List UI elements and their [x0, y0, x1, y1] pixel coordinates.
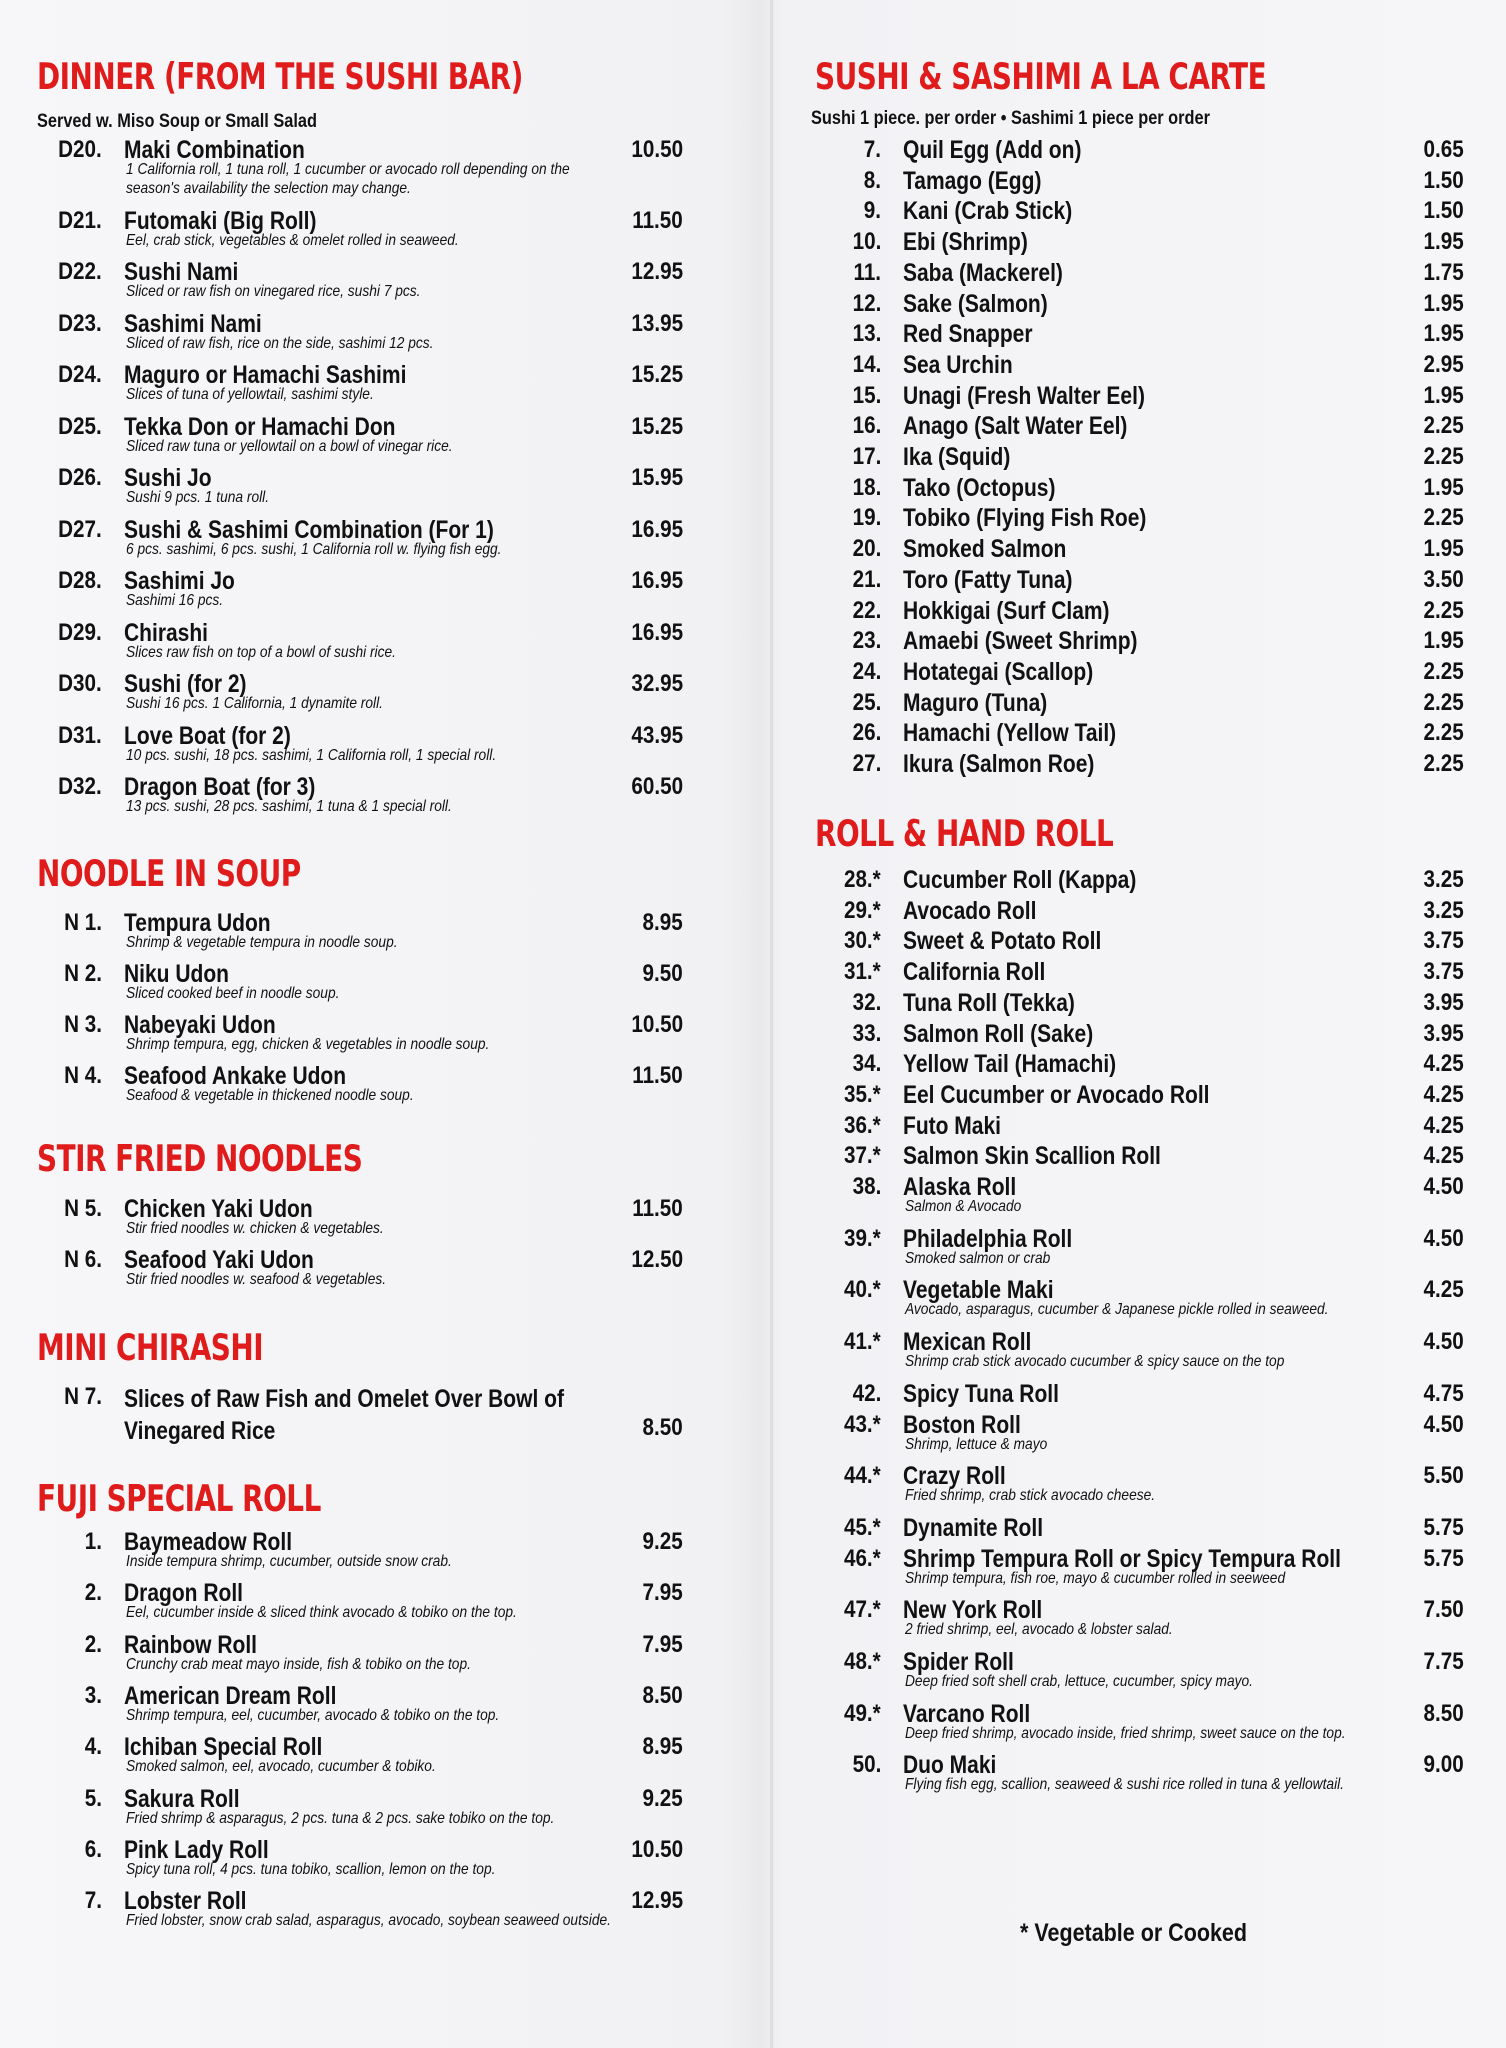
item-number: 24. — [852, 657, 881, 685]
item-description: Avocado, asparagus, cucumber & Japanese pickle rolled in seaweed. — [905, 1301, 1329, 1319]
item-name: Tekka Don or Hamachi Don — [124, 412, 396, 441]
item-number: 8. — [863, 166, 881, 194]
item-price: 7.50 — [1423, 1596, 1464, 1624]
item-number: 28.* — [844, 866, 881, 893]
item-price: 3.75 — [1423, 958, 1464, 986]
item-number: 49.* — [844, 1699, 881, 1727]
item-description: Fried shrimp & asparagus, 2 pcs. tuna & 2 pcs. sake tobiko on the top. — [126, 1809, 555, 1827]
item-number: D24. — [58, 361, 102, 388]
item-description: Shrimp & vegetable tempura in noodle soup. — [126, 934, 398, 951]
item-price: 4.25 — [1423, 1080, 1464, 1108]
item-name: Hamachi (Yellow Tail) — [903, 719, 1117, 748]
item-name: Duo Maki — [903, 1751, 997, 1780]
item-description: Deep fried shrimp, avocado inside, fried shrimp, sweet sauce on the top. — [905, 1724, 1346, 1742]
item-price: 11.50 — [632, 1195, 683, 1222]
item-name: Tobiko (Flying Fish Roe) — [903, 504, 1147, 533]
item-name: California Roll — [903, 958, 1046, 987]
item-number: 36.* — [844, 1111, 881, 1139]
item-name: Sashimi Jo — [124, 567, 235, 595]
item-number: 13. — [852, 320, 881, 348]
item-name: Shrimp Tempura Roll or Spicy Tempura Roll — [903, 1544, 1341, 1573]
item-number: 19. — [852, 504, 881, 532]
item-name: Sakura Roll — [124, 1784, 240, 1813]
item-name: Love Boat (for 2) — [124, 721, 291, 750]
item-price: 3.25 — [1423, 896, 1464, 924]
item-name: Sashimi Nami — [124, 309, 262, 338]
item-number: 5. — [84, 1784, 102, 1812]
item-price: 4.25 — [1423, 1276, 1464, 1304]
item-name: Maguro or Hamachi Sashimi — [124, 361, 407, 389]
item-number: 29.* — [844, 896, 881, 924]
item-description: Stir fried noodles w. chicken & vegetables. — [126, 1220, 384, 1237]
item-price: 7.95 — [642, 1579, 683, 1607]
item-name: American Dream Roll — [124, 1681, 337, 1710]
item-description: Shrimp tempura, fish roe, mayo & cucumber rolled in seeweed — [905, 1569, 1286, 1587]
item-description: Stir fried noodles w. seafood & vegetables. — [126, 1271, 387, 1288]
item-number: 34. — [852, 1050, 881, 1078]
sushi-sashimi-note: Sushi 1 piece. per order • Sashimi 1 piece per order — [811, 108, 1210, 129]
item-description: Salmon & Avocado — [905, 1198, 1022, 1215]
item-name: Kani (Crab Stick) — [903, 197, 1073, 226]
item-name: Nabeyaki Udon — [124, 1011, 276, 1039]
item-number: 18. — [852, 473, 881, 501]
item-number: 41.* — [844, 1328, 881, 1356]
item-name: Spider Roll — [903, 1648, 1014, 1676]
item-number: 33. — [852, 1019, 881, 1047]
item-number: D28. — [58, 567, 102, 594]
item-price: 8.95 — [642, 1733, 683, 1761]
item-description: Sliced raw tuna or yellowtail on a bowl of vinegar rice. — [126, 437, 453, 455]
item-name: Pink Lady Roll — [124, 1835, 269, 1864]
item-number: 27. — [852, 750, 881, 777]
item-price: 11.50 — [632, 206, 683, 234]
footnote: * Vegetable or Cooked — [1020, 1919, 1248, 1947]
item-number: D27. — [58, 515, 102, 543]
item-name: Sushi (for 2) — [124, 670, 247, 698]
item-number: 32. — [852, 988, 881, 1016]
item-number: 16. — [852, 412, 881, 440]
item-description: Smoked salmon or crab — [905, 1249, 1051, 1267]
item-number: 35.* — [844, 1080, 881, 1108]
item-price: 3.50 — [1423, 565, 1464, 593]
item-price: 43.95 — [631, 721, 683, 749]
item-description: Smoked salmon, eel, avocado, cucumber & tobiko. — [126, 1758, 436, 1776]
item-price: 11.50 — [632, 1062, 683, 1089]
item-name: New York Roll — [903, 1596, 1043, 1625]
item-name: Tako (Octopus) — [903, 473, 1056, 502]
item-number: N 3. — [64, 1011, 102, 1038]
item-price: 7.75 — [1423, 1648, 1464, 1675]
item-name: Crazy Roll — [903, 1462, 1006, 1491]
page-fold — [770, 0, 773, 2048]
item-name: Chirashi — [124, 618, 209, 647]
item-number: 30.* — [844, 927, 881, 955]
item-name: Sea Urchin — [903, 350, 1013, 379]
item-number: D22. — [58, 258, 102, 285]
item-name: Sushi & Sashimi Combination (For 1) — [124, 515, 494, 544]
item-name: Quil Egg (Add on) — [903, 136, 1082, 164]
item-name: Mexican Roll — [903, 1328, 1032, 1357]
item-price: 8.95 — [642, 909, 683, 936]
item-price: 1.50 — [1423, 166, 1464, 194]
item-price: 4.50 — [1423, 1173, 1464, 1200]
item-name: Salmon Skin Scallion Roll — [903, 1142, 1161, 1171]
item-price: 2.25 — [1423, 412, 1464, 440]
item-number: 39.* — [844, 1224, 881, 1252]
item-name: Dragon Boat (for 3) — [124, 773, 316, 801]
item-name: Seafood Yaki Udon — [124, 1246, 314, 1274]
item-description: Shrimp tempura, eel, cucumber, avocado & tobiko on the top. — [126, 1706, 500, 1724]
item-number: 4. — [84, 1733, 102, 1761]
item-price: 1.95 — [1423, 627, 1464, 655]
item-number: 7. — [84, 1887, 102, 1915]
section-title-mini-chirashi: MINI CHIRASHI — [37, 1327, 264, 1370]
item-price: 3.95 — [1423, 988, 1464, 1016]
item-price: 4.50 — [1423, 1328, 1464, 1356]
item-price: 2.25 — [1423, 750, 1464, 777]
item-description: Slices raw fish on top of a bowl of sushi rice. — [126, 643, 396, 661]
item-number: N 2. — [64, 960, 102, 987]
section-title-noodle-soup: NOODLE IN SOUP — [37, 853, 301, 896]
item-name: Sake (Salmon) — [903, 289, 1048, 318]
item-name: Tamago (Egg) — [903, 166, 1042, 195]
item-price: 10.50 — [631, 1011, 683, 1038]
item-price: 32.95 — [631, 670, 683, 697]
item-description: Deep fried soft shell crab, lettuce, cucumber, spicy mayo. — [905, 1673, 1253, 1690]
item-price: 1.95 — [1423, 381, 1464, 409]
item-number: 42. — [852, 1379, 881, 1407]
item-number: 44.* — [844, 1462, 881, 1490]
section-title-sushi-sashimi: SUSHI & SASHIMI A LA CARTE — [815, 56, 1267, 99]
item-description: Shrimp tempura, egg, chicken & vegetables in noodle soup. — [126, 1036, 490, 1053]
item-number: 20. — [852, 535, 881, 563]
item-number: N 7. — [64, 1383, 102, 1410]
item-price: 2.25 — [1423, 596, 1464, 624]
item-price: 2.25 — [1423, 719, 1464, 747]
item-price: 15.25 — [631, 412, 683, 440]
item-number: D29. — [58, 618, 102, 646]
item-price: 7.95 — [642, 1630, 683, 1658]
item-name: Maguro (Tuna) — [903, 688, 1048, 717]
item-name: Red Snapper — [903, 320, 1033, 349]
item-name: Baymeadow Roll — [124, 1528, 293, 1556]
item-name: Hokkigai (Surf Clam) — [903, 596, 1110, 625]
item-name: Eel Cucumber or Avocado Roll — [903, 1080, 1210, 1109]
item-price: 16.95 — [631, 567, 683, 594]
item-number: 38. — [852, 1173, 881, 1200]
item-number: D26. — [58, 464, 102, 491]
item-name: Chicken Yaki Udon — [124, 1195, 313, 1223]
item-name: Ebi (Shrimp) — [903, 228, 1028, 257]
item-price: 9.50 — [642, 960, 683, 987]
item-name: Futomaki (Big Roll) — [124, 206, 317, 235]
item-name: Salmon Roll (Sake) — [903, 1019, 1094, 1048]
item-name: Cucumber Roll (Kappa) — [903, 866, 1137, 894]
item-price: 15.25 — [631, 361, 683, 388]
item-number: 12. — [852, 289, 881, 317]
item-name: Yellow Tail (Hamachi) — [903, 1050, 1117, 1079]
item-price: 3.95 — [1423, 1019, 1464, 1047]
item-price: 16.95 — [631, 515, 683, 543]
item-name: Smoked Salmon — [903, 535, 1067, 564]
item-number: N 6. — [64, 1246, 102, 1273]
item-price: 1.95 — [1423, 228, 1464, 256]
item-number: 37.* — [844, 1142, 881, 1170]
item-price: 2.25 — [1423, 657, 1464, 685]
item-number: 46.* — [844, 1544, 881, 1572]
item-price: 1.75 — [1423, 258, 1464, 286]
item-description: Shrimp, lettuce & mayo — [905, 1435, 1048, 1453]
item-price: 2.25 — [1423, 443, 1464, 470]
item-number: D21. — [58, 206, 102, 234]
item-price: 2.25 — [1423, 688, 1464, 716]
item-description: Seafood & vegetable in thickened noodle soup. — [126, 1087, 414, 1104]
item-number: N 5. — [64, 1195, 102, 1222]
item-description: Flying fish egg, scallion, seaweed & sushi rice rolled in tuna & yellowtail. — [905, 1776, 1345, 1794]
item-number: 2. — [84, 1630, 102, 1658]
item-number: 10. — [852, 228, 881, 256]
item-description: Eel, cucumber inside & sliced think avocado & tobiko on the top. — [126, 1604, 517, 1622]
item-number: 31.* — [844, 958, 881, 986]
item-description: Inside tempura shrimp, cucumber, outside snow crab. — [126, 1553, 452, 1570]
item-price: 2.95 — [1423, 350, 1464, 378]
section-title-fuji-special: FUJI SPECIAL ROLL — [37, 1478, 321, 1521]
item-price: 1.50 — [1423, 197, 1464, 225]
item-price: 13.95 — [631, 309, 683, 337]
item-number: 23. — [852, 627, 881, 655]
item-price: 5.50 — [1423, 1462, 1464, 1490]
item-name: Tempura Udon — [124, 909, 271, 937]
item-description: Sushi 9 pcs. 1 tuna roll. — [126, 489, 270, 506]
item-price: 1.95 — [1423, 289, 1464, 317]
item-name: Philadelphia Roll — [903, 1224, 1073, 1253]
item-price: 2.25 — [1423, 504, 1464, 532]
item-description: Shrimp crab stick avocado cucumber & spicy sauce on the top — [905, 1353, 1285, 1371]
item-number: 47.* — [844, 1596, 881, 1624]
item-name: Avocado Roll — [903, 896, 1037, 925]
item-price: 8.50 — [1423, 1699, 1464, 1727]
item-name: Boston Roll — [903, 1410, 1021, 1439]
item-name: Futo Maki — [903, 1111, 1002, 1140]
item-description: Spicy tuna roll, 4 pcs. tuna tobiko, scallion, lemon on the top. — [126, 1860, 496, 1878]
item-number: 26. — [852, 719, 881, 747]
item-name: Dragon Roll — [124, 1579, 244, 1608]
item-price: 0.65 — [1423, 136, 1464, 163]
item-price: 8.50 — [642, 1681, 683, 1709]
item-price: 4.50 — [1423, 1410, 1464, 1438]
item-number: 21. — [852, 565, 881, 593]
item-number: 40.* — [844, 1276, 881, 1304]
item-name: Slices of Raw Fish and Omelet Over Bowl of Vinegared Rice — [124, 1385, 564, 1445]
item-price: 12.95 — [631, 258, 683, 285]
item-price: 5.75 — [1423, 1544, 1464, 1572]
item-price: 4.50 — [1423, 1224, 1464, 1252]
item-number: 45.* — [844, 1513, 881, 1541]
item-name: Sushi Jo — [124, 464, 212, 492]
item-number: 6. — [84, 1835, 102, 1863]
item-number: 3. — [84, 1681, 102, 1709]
item-price: 16.95 — [631, 618, 683, 646]
item-price: 4.25 — [1423, 1050, 1464, 1078]
item-number: 48.* — [844, 1648, 881, 1675]
item-name: Tuna Roll (Tekka) — [903, 988, 1075, 1017]
item-number: 17. — [852, 443, 881, 470]
item-description: 6 pcs. sashimi, 6 pcs. sushi, 1 California roll w. flying fish egg. — [126, 540, 502, 558]
item-price: 3.75 — [1423, 927, 1464, 955]
item-name: Toro (Fatty Tuna) — [903, 565, 1073, 594]
item-name: Ika (Squid) — [903, 443, 1011, 471]
item-description: Sushi 16 pcs. 1 California, 1 dynamite roll. — [126, 695, 383, 712]
item-name: Rainbow Roll — [124, 1630, 257, 1659]
item-number: 9. — [863, 197, 881, 225]
item-price: 3.25 — [1423, 866, 1464, 893]
item-description: 10 pcs. sushi, 18 pcs. sashimi, 1 California roll, 1 special roll. — [126, 746, 497, 764]
item-number: 7. — [863, 136, 881, 163]
item-description: Sliced of raw fish, rice on the side, sashimi 12 pcs. — [126, 334, 434, 352]
item-name: Anago (Salt Water Eel) — [903, 412, 1128, 441]
item-price: 12.50 — [631, 1246, 683, 1273]
item-number: D20. — [58, 136, 102, 163]
section-title-dinner: DINNER (FROM THE SUSHI BAR) — [37, 56, 523, 99]
item-number: 22. — [852, 596, 881, 624]
item-name: Sweet & Potato Roll — [903, 927, 1102, 956]
item-price: 15.95 — [631, 464, 683, 491]
item-number: 25. — [852, 688, 881, 716]
item-number: D25. — [58, 412, 102, 440]
item-price: 5.75 — [1423, 1513, 1464, 1541]
item-price: 9.25 — [642, 1528, 683, 1555]
item-name: Varcano Roll — [903, 1699, 1031, 1728]
item-price: 4.75 — [1423, 1379, 1464, 1407]
item-price: 12.95 — [631, 1887, 683, 1915]
item-number: N 4. — [64, 1062, 102, 1089]
item-price: 8.50 — [642, 1414, 683, 1441]
item-number: 43.* — [844, 1410, 881, 1438]
item-price: 10.50 — [631, 136, 683, 163]
item-name: Sushi Nami — [124, 258, 239, 286]
item-price: 4.25 — [1423, 1142, 1464, 1170]
item-name: Maki Combination — [124, 136, 305, 164]
item-name: Hotategai (Scallop) — [903, 657, 1094, 686]
item-description: Fried shrimp, crab stick avocado cheese. — [905, 1487, 1156, 1505]
item-price: 60.50 — [631, 773, 683, 800]
item-number: 2. — [84, 1579, 102, 1607]
item-number: D31. — [58, 721, 102, 749]
item-price: 1.95 — [1423, 535, 1464, 563]
item-price: 4.25 — [1423, 1111, 1464, 1139]
item-number: 14. — [852, 350, 881, 378]
item-description: Crunchy crab meat mayo inside, fish & tobiko on the top. — [126, 1655, 471, 1673]
section-title-stir-fried: STIR FRIED NOODLES — [37, 1138, 363, 1181]
item-number: D32. — [58, 773, 102, 800]
item-price: 1.95 — [1423, 320, 1464, 348]
item-number: D23. — [58, 309, 102, 337]
item-name: Vegetable Maki — [903, 1276, 1054, 1305]
item-description: Sliced cooked beef in noodle soup. — [126, 985, 340, 1002]
item-price: 10.50 — [631, 1835, 683, 1863]
item-name: Niku Udon — [124, 960, 229, 988]
item-description: Sashimi 16 pcs. — [126, 592, 224, 609]
item-description: Slices of tuna of yellowtail, sashimi style. — [126, 386, 374, 403]
item-description: Sliced or raw fish on vinegared rice, sushi 7 pcs. — [126, 283, 421, 300]
item-number: D30. — [58, 670, 102, 697]
item-name: Unagi (Fresh Walter Eel) — [903, 381, 1145, 410]
item-number: N 1. — [64, 909, 102, 936]
item-name: Amaebi (Sweet Shrimp) — [903, 627, 1138, 656]
item-name: Saba (Mackerel) — [903, 258, 1063, 287]
item-price: 9.25 — [642, 1784, 683, 1812]
item-name: Ikura (Salmon Roe) — [903, 750, 1095, 778]
item-price: 1.95 — [1423, 473, 1464, 501]
dinner-note: Served w. Miso Soup or Small Salad — [37, 111, 317, 132]
item-name: Dynamite Roll — [903, 1513, 1044, 1542]
item-name: Ichiban Special Roll — [124, 1733, 323, 1762]
item-number: 15. — [852, 381, 881, 409]
item-number: 1. — [84, 1528, 102, 1555]
item-price: 9.00 — [1423, 1751, 1464, 1779]
item-description: 2 fried shrimp, eel, avocado & lobster salad. — [905, 1621, 1173, 1639]
item-name: Spicy Tuna Roll — [903, 1379, 1059, 1408]
item-number: 50. — [852, 1751, 881, 1779]
item-number: 11. — [853, 258, 881, 286]
item-description: 1 California roll, 1 tuna roll, 1 cucumber or avocado roll depending on the season's availability the selection may change. — [126, 161, 570, 197]
item-description: Fried lobster, snow crab salad, asparagus, avocado, soybean seaweed outside. — [126, 1912, 611, 1930]
item-name: Alaska Roll — [903, 1173, 1017, 1201]
item-description: 13 pcs. sushi, 28 pcs. sashimi, 1 tuna & 1 special roll. — [126, 798, 452, 815]
item-name: Lobster Roll — [124, 1887, 247, 1916]
item-description: Eel, crab stick, vegetables & omelet rolled in seaweed. — [126, 231, 459, 249]
section-title-roll-hand: ROLL & HAND ROLL — [815, 813, 1114, 856]
item-name: Seafood Ankake Udon — [124, 1062, 347, 1090]
